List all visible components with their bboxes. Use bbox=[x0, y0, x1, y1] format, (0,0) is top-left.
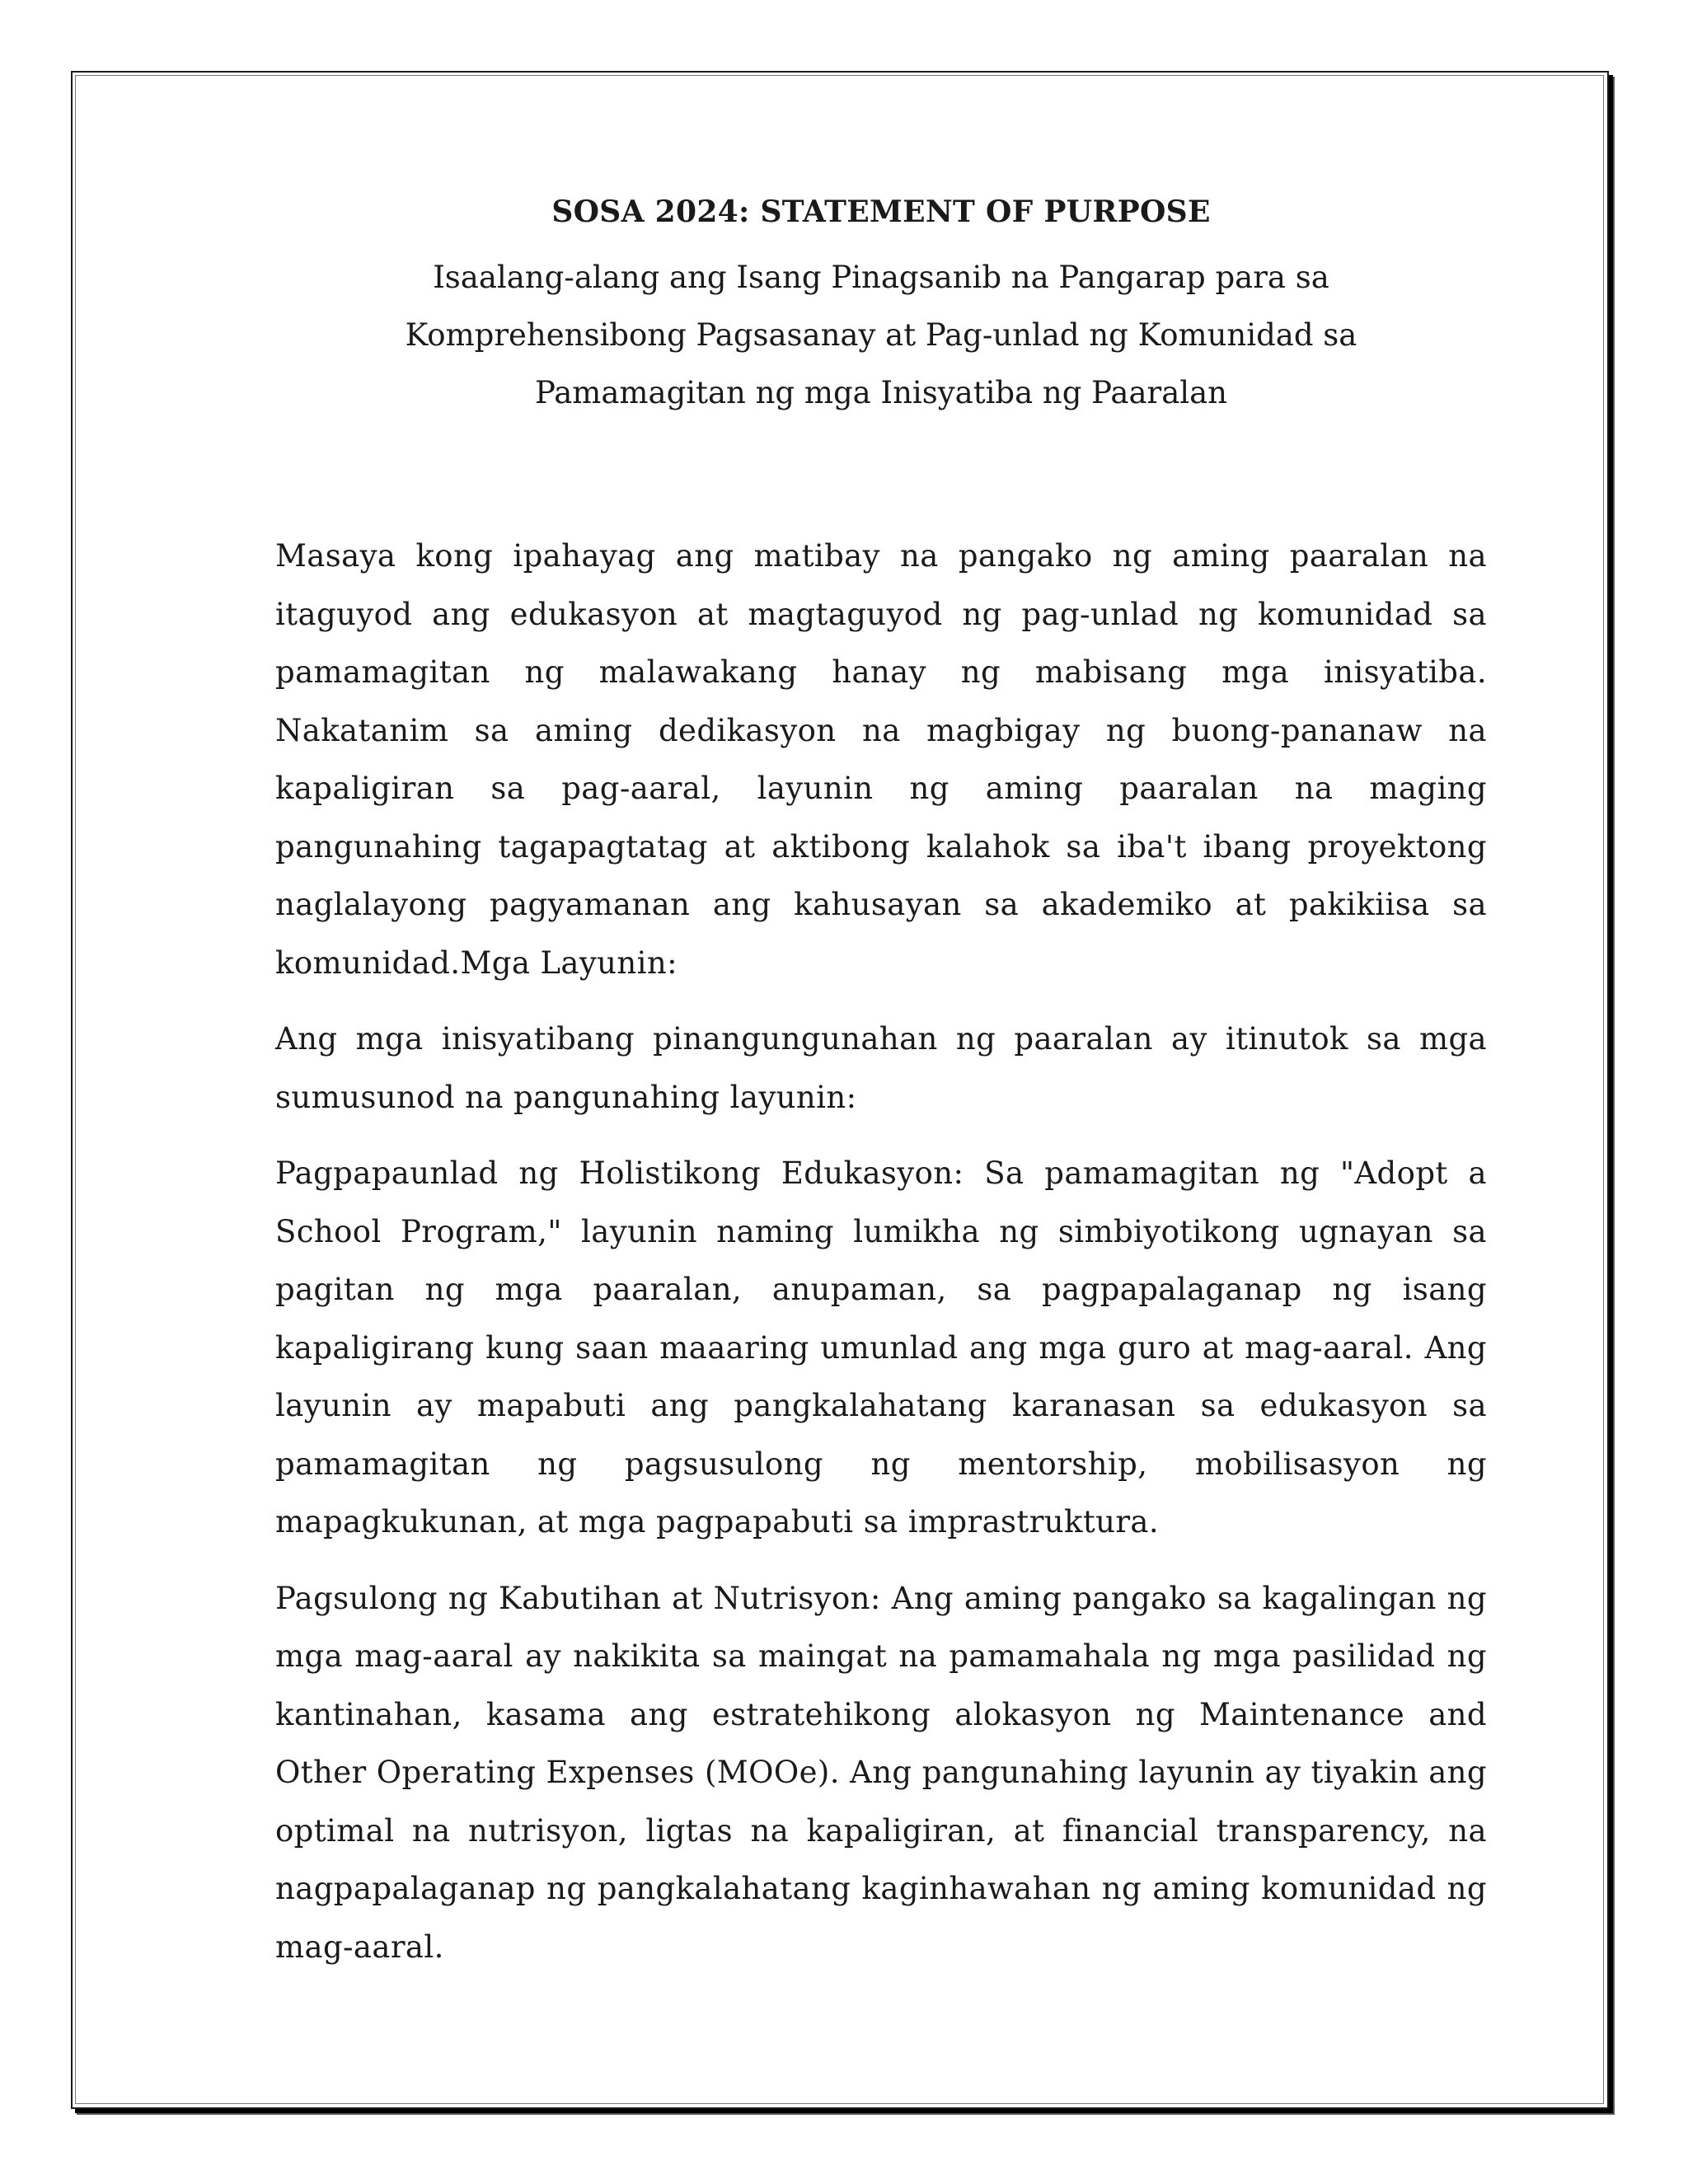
document-title: SOSA 2024: STATEMENT OF PURPOSE bbox=[551, 194, 1211, 229]
document-subtitle: Isaalang-alang ang Isang Pinagsanib na Pangarap para sa Komprehensibong Pagsasanay at Pag-unlad ng Komunidad sa Pamamagitan ng mga Inisyatiba ng Paaralan bbox=[405, 260, 1357, 410]
paragraph-intro: Masaya kong ipahayag ang matibay na pangako ng aming paaralan na itaguyod ang edukasyon at magtaguyod ng pag-unlad ng komunidad sa pamamagitan ng malawakang hanay ng mabisang mga inisyatiba. Nakatanim sa aming dedikasyon na magbigay ng buong-pananaw na kapaligiran sa pag-aaral, layunin ng aming paaralan na maging pangunahing tagapagtatag at aktibong kalahok sa iba't ibang proyektong naglalayong pagyamanan ang kahusayan sa akademiko at pakikiisa sa komunidad.Mga Layunin: bbox=[275, 538, 1487, 981]
paragraph-objectives-lead: Ang mga inisyatibang pinangungunahan ng paaralan ay itinutok sa mga sumusunod na pangunahing layunin: bbox=[275, 1021, 1487, 1115]
document-body bbox=[275, 527, 1487, 1976]
paragraph-holistic-education: Pagpapaunlad ng Holistikong Edukasyon: Sa pamamagitan ng "Adopt a School Program," layunin naming lumikha ng simbiyotikong ugnayan sa pagitan ng mga paaralan, anupaman, sa pagpapalaganap ng isang kapaligirang kung saan maaaring umunlad ang mga guro at mag-aaral. Ang layunin ay mapabuti ang pangkalahatang karanasan sa edukasyon sa pamamagitan ng pagsusulong ng mentorship, mobilisasyon ng mapagkukunan, at mga pagpapabuti sa imprastruktura. bbox=[275, 1155, 1487, 1540]
document-content bbox=[275, 194, 1487, 1994]
paragraph-wellness-nutrition: Pagsulong ng Kabutihan at Nutrisyon: Ang aming pangako sa kagalingan ng mga mag-aaral ay nakikita sa maingat na pamamahala ng mga pasilidad ng kantinahan, kasama ang estratehikong alokasyon ng Maintenance and Other Operating Expenses (MOOe). Ang pangunahing layunin ay tiyakin ang optimal na nutrisyon, ligtas na kapaligiran, at financial transparency, na nagpapalaganap ng pangkalahatang kaginhawahan ng aming komunidad ng mag-aaral. bbox=[275, 1580, 1487, 1965]
